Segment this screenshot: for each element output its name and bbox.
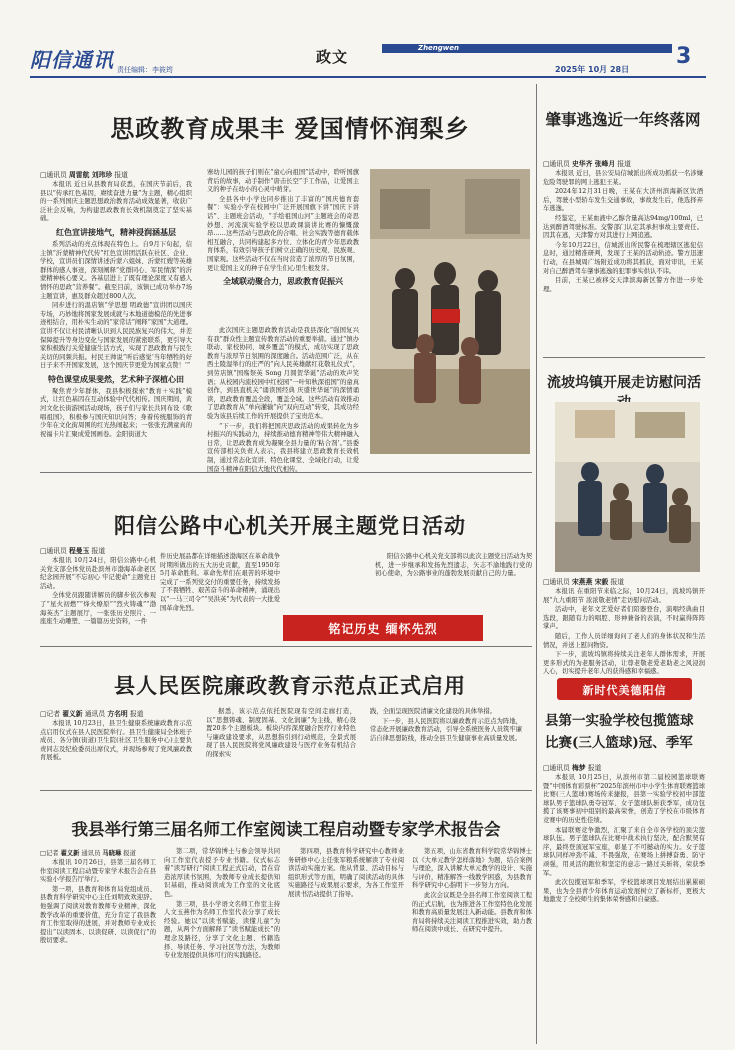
article-3-para: 下一步，流坡坞镇将持续关注老年人群体需求，开展更多形式的为老服务活动，让尊老敬老爱老助老之风浸润人心，切实提升老年人的获得感和幸福感。 — [543, 651, 705, 676]
article-6-byline: □记者 翟义新 通讯员 马晓琳 报道 — [40, 850, 136, 857]
article-3-para: 活动中，老年文艺爱好者们陪器登台，演唱经典曲目选段，跟随有力的唱腔、形神兼备的表演，不时赢得阵阵掌声。 — [543, 606, 705, 631]
divider — [40, 472, 532, 473]
article-1-col1 — [40, 169, 192, 440]
article-3-para: 随后，工作人员详细询问了老人们的身体状况和生活情况，并送上慰问物资。 — [543, 632, 705, 649]
article-3-body — [543, 576, 705, 678]
article-2-para: 今年10月22日，信城派出所民警在梳理辖区逃犯信息时，通过精准研判，发现了王某的活动轨迹。警方迅速行动，在县城周广场附近成功将其抓获，面对审讯，王某对自己醉酒驾车肇事逃逸的犯罪事实供认不讳。 — [543, 241, 703, 275]
article-6-col3 — [288, 848, 404, 901]
article-7-para: 本届联赛竞争激烈，汇聚了来自全市各学校的顶尖篮球队伍。男子篮球队在比赛中战术执行坚决，配合默契有序，最终登顶冠军宝座，彰显了不可撼动的实力。女子篮球队同样冲劲不减、不畏强敌，在赛场上拼搏奋勇、防守顽强，用灵活的跑位和坚定的意志一路过关斩将，荣获季军。 — [543, 826, 705, 877]
article-4-para: 全体党员跟随讲解员的脚步依次参观了“星火初燃”“烽火燎原”“烈火铸魂”“渤海英杰”主题展厅，一张张历史照片、一座座生动雕塑、一篇篇历史资料，一件 — [40, 592, 156, 626]
divider — [40, 646, 532, 647]
article-4-title: 阳信公路中心机关开展主题党日活动 — [114, 513, 466, 538]
article-2-para: 目前，王某已被移交天津滨海新区警方作进一步处理。 — [543, 277, 703, 293]
article-1-para: “下一步，我们将把国庆思政活动的成果转化为乡村振兴的实践动力，持续推动德育精神等伟大精神融入日常，让思政教育成为凝聚全县力量的‘粘合剂’。”县委宣传部相关负责人表示，我县将建立思政教育长效机制，通过常态化宣讲、特色化课堂、全域化行动，让爱国奋斗精神在阳信大地代代相传。 — [207, 422, 359, 473]
section-title: 政文 — [316, 48, 349, 66]
article-6-para: 本报讯 10月26日，县第三届名师工作室阅读工程启动暨专家学术报告会在县实验小学报告厅举行。 — [40, 859, 156, 884]
article-3-byline: □通讯员 宋燕燕 宋毅 报道 — [543, 578, 625, 586]
article-2 — [543, 84, 703, 334]
article-7-body — [543, 762, 705, 906]
article-1-para: 全县各中小学也同步推出了丰富的“国庆德育套餐”：实验小学在校园中广泛开展国旗下讲“国庆下讲话”、主题班会活动，“手绘祖国山河”主题班会的奇思妙想、河流演实验学校以思政课演讲比赛的慷慨激昂……这些活动与思政化的合唱、社会实践等德育载体相互融合，共同构建起多方位、立体化的青少年思政教育体系，有效引导孩子们树立正确的历史观、民族观、国家观。这些活动不仅在当时营造了浓厚的节日氛围，更让爱国主义的种子在学生们心里生根发芽。 — [207, 195, 359, 272]
article-6-col2 — [164, 848, 280, 962]
article-6-col4 — [412, 848, 532, 936]
article-1-para: 此次国庆主题思政教育活动是我县深化“强国复兴有我”群众性主题宣传教育活动的重要举措。通过“镇办联动、家校协同、城乡覆盖”的模式，成功实现了思政教育与浓厚节日氛围的深度融合。活动范围广泛，从在西土陵湿举行的庄严的“向人民英雄献红花敬礼仪式”，到劳店镇“国殇祭英 Song 月圆贺华诞”活动的欢声笑语；从校园内流校园中红校园“一叶知秋深祖国”的童真创作，到县直机关“诵读国经典 庆盛世华诞”的深情诵读，思政教育覆盖全段，覆盖全域。这些活动有效推动了思政教育从“单向灌输”向“双向互动”转变，其成功经验为该县后续工作的开展提供了宝贵范本。 — [207, 327, 359, 420]
article-3 — [543, 360, 705, 690]
article-7-para: 本报讯 10月25日，从滨州市第二届校园篮球联赛暨“中国体育彩票杯”2025年滨州市中小学生体育联赛篮球比赛(三人篮球)赛场传来捷报，县第一实验学校初中部篮球队男子篮球队勇夺冠军、女子篮球队斩获季军，成功包揽了该赛事初中组别的最高荣誉，创造了学校在市级体育竞赛中的历史性佳绩。 — [543, 774, 705, 824]
article-1-para: 同步进行的温店镇“学思想 明政德”宣讲团以国庆专场，巧妙地将国家发展成就与本地道德模范的先进事迹相结合，用朴实生动的“家常话”阐释“家国”大道理。宣讲不仅让村民清晰认识到人民民族复兴的伟大，并差保障提升等身边变化与国家发展的紧密联系，更引导大家积极践行关爱健康生活方式，实现了思政教育与民生关切的同频共振。村民王帅说“听后感觉‘当年牺牲的好日子来不开国家发展，这个国庆节更爱为国家点赞！’” — [40, 302, 192, 370]
article-6-para: 第三项，县小学语文名师工作室主持人文玉燕作为名师工作室代表分享了成长经验。她以“以读书赋能，读懂儿童”为题，从两个方面解释了“读书赋能成长”的理念及路径，分享了文化主题、书籍选择、导读任务、学习社区等方法，为教师专业发展提供具体可行的实践路径。 — [164, 900, 280, 960]
article-5 — [40, 650, 532, 790]
article-5-col2 — [206, 708, 356, 761]
article-5-byline: □记者 翟义新 通讯员 方名明 报道 — [40, 710, 144, 718]
article-1-intro: 本报讯 近日从县教育局获悉，在国庆节前后，我县以“传承红色基因，赓续奋进力量”为主题，精心组织的一系列国庆主题思想政治教育活动成效显著，收获广泛社会反响，为构建思政教育长效机制奠定了坚实基础。 — [40, 181, 192, 223]
article-4-para: 件历史展品都在详细描述渤海区在革命战争时期所做出的五大历史贡献，直至1950年5月革命胜利。革命先辈们在艰苦的环境中完成了一系列党交付的重要任务，持续发扬了不畏牺牲、艰苦奋斗的革命精神，涌现出以“一马三司令”“吴洪英”为代表的一大批爱国革命先烈。 — [160, 553, 280, 612]
article-7-byline: □通讯员 梅梦 报道 — [543, 764, 602, 772]
article-1-subhead-1: 红色宣讲接地气，精神浸润涵基层 — [56, 227, 176, 237]
article-4-para: 本报讯 10月24日，阳信公路中心机关党支部全体党员赴滨州市渤海革命老区纪念园开展“不忘初心 牢记使命”主题党日活动。 — [40, 557, 156, 590]
article-5-para: 本报讯 10月23日，县卫生健康系统廉政教育示范点启用仪式在县人民医院举行。县卫生健康局全体班子成员、各分镇(街道)卫生院(社区卫生服务中心)主要负责同志及纪检委员出席仪式，并现场参观了党风廉政教育展板。 — [40, 720, 192, 762]
article-4-col3 — [375, 553, 532, 580]
article-4-banner — [283, 615, 483, 641]
article-7-banner-text: 新时代美德阳信 — [582, 684, 667, 697]
article-5-para: 据悉，该示范点依托医院现有空间走廊打造，以“思想铸魂、制度固基、文化润廉”为主线，精心设置20多个主题板块。板块内容深度融合医疗行业特色与廉政建设要求，从思想指引到行动规范，全景式展现了县人民医院将党风廉政建设与医疗业务有机结合的探索实 — [206, 708, 356, 758]
article-1-para: 系列活动的亮点体现在特色上。自9月下旬起，信主镇“沂蒙精神代代传”红色宣讲团活跃在社区、企业、学校，宣讲员们深情讲述沂蒙六姐妹、沂蒙红嫂等英雄群体的感人事迹，深刻阐释“党群同心、军民情深”的沂蒙精神核心要义。各基层进上了既有理论深度又有感人情怀的思政“营养餐”。截至目前，该镇已成功举办7场主题宣讲，惠及群众超过800人次。 — [40, 240, 192, 300]
article-1-title: 思政教育成果丰 爱国情怀润梨乡 — [110, 114, 470, 143]
editor-label: 责任编辑：李筱筠 — [117, 66, 173, 74]
article-5-col1 — [40, 708, 192, 764]
article-2-byline: □通讯员 史华齐 张峰月 报道 — [543, 160, 631, 168]
divider — [40, 790, 532, 791]
article-1 — [40, 84, 530, 473]
article-6-para: 第四项，县教育科学研究中心教师业务研修中心主任张军粮系统解读了专业阅读活动实施方案。他从背景、活动目标与组织形式等方面，明确了阅读活动的具体实施路径与成果展示要求，为各工作室开展读书活动提供了指导。 — [288, 848, 404, 898]
section-site: Zhengwen — [418, 44, 459, 52]
article-7-banner — [557, 678, 692, 700]
section-band — [382, 44, 672, 53]
article-5-title: 县人民医院廉政教育示范点正式启用 — [114, 673, 466, 698]
article-3-para: 本报讯 在重阳节来临之际，10月24日，流坡坞镇开展“九九重阳节 浓浓敬老情”走访慰问活动。 — [543, 588, 705, 604]
article-4 — [40, 478, 532, 648]
article-6-para: 此次会议既是全县名师工作室阅读工程的正式启航，也为推进各工作室特色化发展和教育高质量发展注入新动能。县教育和体育局将持续关注阅读工程推进实效，助力教师在阅读中成长、在研究中提升。 — [412, 891, 532, 934]
article-4-banner-text: 铭记历史 缅怀先烈 — [328, 622, 438, 636]
article-6-para: 第五项，山东省教育科学院常华锦博士以《大单元教学怎样落地》为题，结合案例与理论，深入讲解大单元教学的设计、实施与评价，精准解答一线教学困惑，为县教育科学研究中心指明下一步努力方向。 — [412, 848, 532, 890]
article-4-col1 — [40, 545, 156, 628]
article-2-para: 2024年12月31日晚，王某在大济州滨海新区饮酒后，驾驶小型轿车发生交通事故，事故发生后，他选择弃车逃逸。 — [543, 188, 703, 213]
article-3-title: 流坡坞镇开展走访慰问活 — [547, 375, 701, 391]
column-divider — [536, 84, 537, 1044]
article-5-para: 践，全面呈现医院清廉文化建设的具体举措。 — [370, 708, 496, 715]
article-6-para: 第二项，常华锦博士与参会领导共同向工作室代表授予专业书籍。仪式标志着“读写研行”阅读工程正式启动，旨在营造浓厚读书氛围，为教师专业成长提供知识基础，推动阅读成为工作室的文化底色。 — [164, 848, 280, 898]
article-7-title: 县第一实验学校包揽篮球比赛(三人篮球)冠、季军 — [545, 713, 694, 751]
divider — [543, 357, 705, 358]
article-1-byline: □通讯员 周雷航 刘玮珍 报道 — [40, 171, 128, 179]
page-number: 3 — [676, 44, 692, 69]
article-4-byline: □通讯员 程曼玉 报道 — [40, 547, 106, 555]
article-2-para: 本报讯 近日，县公安局信城派出所成功抓获一名涉嫌危险驾驶罪的网上逃犯王某。 — [543, 170, 703, 186]
article-2-para: 经鉴定，王某血液中乙醇含量高达94mg/100ml，已达到醉酒驾驶标准。交警部门认定其承担事故主要责任。因其在逃，天津警方对其进行上网追逃。 — [543, 214, 703, 240]
article-1-para: 寨幼儿园的孩子们则在“童心向祖国”活动中，聆听国旗背后的故事，动手制作“唐击长空”手工作品，让爱国主义的种子在幼小的心灵中萌芽。 — [207, 169, 359, 194]
article-6-col1 — [40, 848, 156, 947]
article-1-subhead-2: 特色课堂成果斐然，艺术种子深植心田 — [48, 374, 184, 384]
article-7 — [543, 706, 705, 1046]
article-4-col2 — [160, 553, 280, 614]
masthead-logo: 阳信通讯 — [30, 48, 114, 72]
article-5-para: 下一步，县人民医院将以廉政教育示范点为阵地，常态化开展廉政教育活动，引导全系统医务人员筑牢廉洁自律思想防线，推动全县卫生健康事业高质量发展。 — [370, 717, 522, 742]
article-2-title: 肇事逃逸近一年终落网 — [545, 110, 701, 129]
article-4-para: 阳信公路中心机关党支部将以此次主题党日活动为契机，进一步继承和发扬先烈遗志，矢志不渝地践行党的初心使命，为公路事业的蓬勃发展贡献自己的力量。 — [375, 553, 532, 578]
article-2-body — [543, 158, 703, 295]
masthead — [0, 0, 735, 80]
article-1-col3 — [207, 327, 359, 475]
article-7-para: 此次包揽冠军和季军，学校篮球项目发展结出累累硕果，也为全县青少年体育运动发展树立了新标杆，更极大地激发了全校师生的集体荣誉感和自豪感。 — [543, 879, 705, 904]
article-1-subhead-3: 全域联动聚合力，思政教育促振兴 — [223, 277, 343, 287]
article-6 — [40, 794, 532, 1044]
article-1-para: 聚焦青少年群体，我县积极探索“教育＋实践”模式，让红色基因在互动体验中代代相传。国庆期间，黄河文化长街游园活动现场，孩子们与家长共同布设《歌唱祖国》，积极参与国庆知识问答；身着传统服饰的青少年在文化街周围的红光热闹起来；一张张充满童真的祝福卡片汇聚成爱国画卷。金阳街道大 — [40, 387, 192, 438]
article-6-title: 我县举行第三届名师工作室阅读工程启动暨专家学术报告会 — [71, 820, 501, 839]
article-1-photo — [370, 169, 530, 454]
article-3-photo — [555, 402, 700, 572]
article-6-para: 第一项，县教育和体育局党组成员、县教育科学研究中心主任刘明致欢迎辞。他强调了阅读对教育教师专业精神、深化教学改革的重要价值，充分肯定了我县教育工作室取得的进展，并对教师专业成长提出“以读固本、以读促研、以读促行”的殷切要求。 — [40, 885, 156, 945]
article-1-col2 — [207, 169, 359, 290]
article-5-col3 — [370, 708, 522, 744]
issue-date: 2025年 10月 28日 — [555, 65, 630, 74]
masthead-rule — [30, 76, 706, 78]
